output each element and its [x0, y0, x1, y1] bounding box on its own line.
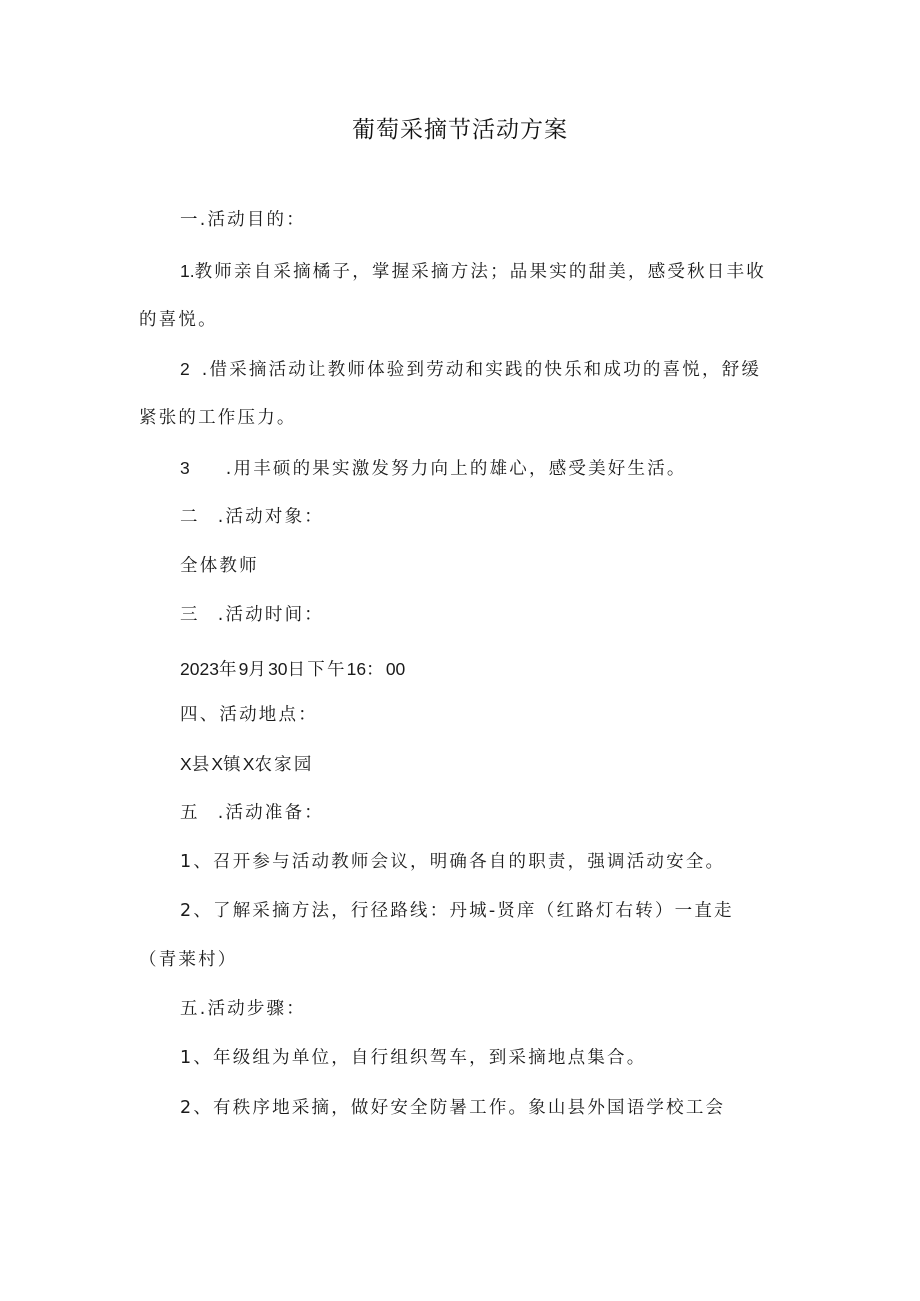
time-separator: ： [366, 660, 386, 680]
goal-2-line-2: 紧张的工作压力。 [139, 408, 297, 428]
section-5-label: .活动准备： [217, 803, 324, 823]
goal-1-number: 1. [180, 261, 195, 281]
time-year: 2023 [180, 659, 219, 679]
section-heading-time [180, 601, 324, 629]
section-2-label: .活动对象： [217, 507, 324, 527]
location-x-3: X [242, 754, 255, 774]
time-day-label: 日下午 [287, 660, 347, 680]
location-x-1: X [180, 754, 192, 774]
time-month: 9 [238, 659, 249, 679]
time-hour: 16 [346, 659, 367, 679]
step-item-2: 2、有秩序地采摘，做好安全防暑工作。象山县外国语学校工会 [180, 1098, 726, 1118]
section-heading-participants [180, 503, 324, 531]
location-text [180, 750, 314, 779]
goal-3-text: .用丰硕的果实激发努力向上的雄心，感受美好生活。 [225, 459, 687, 479]
participants-text: 全体教师 [180, 556, 259, 576]
prep-item-1: 1、召开参与活动教师会议，明确各自的职责，强调活动安全。 [180, 852, 726, 872]
prep-item-2-line-2: （青莱村） [139, 950, 238, 970]
time-day: 30 [268, 659, 288, 679]
step-item-1: 1、年级组为单位，自行组织驾车，到采摘地点集合。 [180, 1048, 647, 1068]
goal-3-number: 3 [180, 458, 190, 478]
section-3-label: .活动时间： [217, 605, 324, 625]
goal-2-text: .借采摘活动让教师体验到劳动和实践的快乐和成功的喜悦，舒缓 [201, 360, 762, 380]
event-time [180, 655, 405, 684]
prep-item-2-line-1: 2、了解采摘方法，行径路线：丹城-贤庠（红路灯右转）一直走 [180, 901, 734, 921]
section-2-number: 二 [180, 507, 200, 527]
time-month-label: 月 [248, 660, 269, 680]
section-heading-preparation [180, 799, 324, 827]
section-5-number: 五 [180, 803, 200, 823]
section-heading-purpose: 一.活动目的： [180, 210, 306, 230]
goal-2-number: 2 [180, 359, 190, 379]
time-year-label: 年 [218, 660, 239, 680]
section-heading-location: 四、活动地点： [180, 705, 318, 725]
goal-1-text: 教师亲自采摘橘子，掌握采摘方法；品果实的甜美，感受秋日丰收 [194, 262, 766, 282]
location-town: 镇 [223, 755, 243, 775]
time-minute: 00 [385, 659, 406, 679]
document-title: 葡萄采摘节活动方案 [352, 117, 568, 143]
location-place: 农家园 [254, 755, 314, 775]
goal-1-line-1 [180, 257, 766, 286]
section-heading-steps: 五.活动步骤： [180, 999, 306, 1019]
location-x-2: X [211, 754, 224, 774]
goal-2-line-1 [180, 355, 761, 384]
location-county: 县 [191, 755, 212, 775]
section-3-number: 三 [180, 605, 200, 625]
goal-3 [180, 454, 687, 483]
goal-1-line-2: 的喜悦。 [139, 310, 218, 330]
